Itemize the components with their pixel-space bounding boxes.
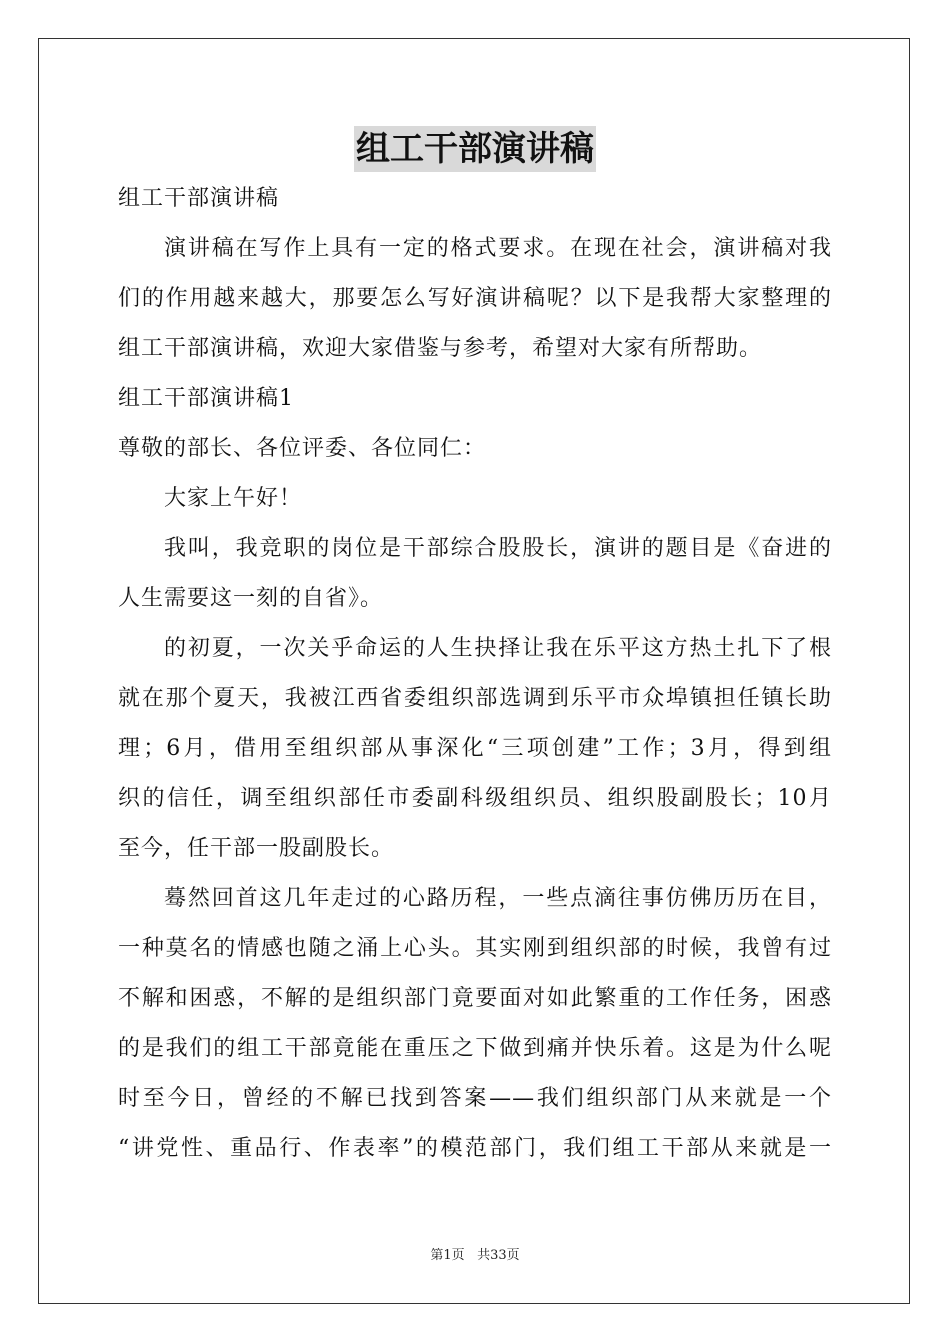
text-line: 组工干部演讲稿1 bbox=[118, 386, 294, 411]
page-number: 第1页 bbox=[430, 1248, 465, 1263]
text-line: 们的作用越来越大，那要怎么写好演讲稿呢？以下是我帮大家整理的 bbox=[118, 286, 832, 311]
text-line: 演讲稿在写作上具有一定的格式要求。在现在社会，演讲稿对我 bbox=[164, 236, 832, 261]
text-line: 组工干部演讲稿，欢迎大家借鉴与参考，希望对大家有所帮助。 bbox=[118, 336, 763, 361]
text-line: 我叫，我竞职的岗位是干部综合股股长，演讲的题目是《奋进的 bbox=[164, 536, 832, 561]
text-line: 的初夏，一次关乎命运的人生抉择让我在乐平这方热土扎下了根 bbox=[164, 636, 832, 661]
document-title: 组工干部演讲稿 bbox=[354, 126, 596, 172]
page-footer bbox=[0, 1247, 950, 1265]
title-container bbox=[0, 126, 950, 172]
text-line: 不解和困惑，不解的是组织部门竟要面对如此繁重的工作任务，困惑 bbox=[118, 986, 832, 1011]
text-line: 理；6月，借用至组织部从事深化“三项创建”工作；3月，得到组 bbox=[118, 736, 832, 761]
text-line: 就在那个夏天，我被江西省委组织部选调到乐平市众埠镇担任镇长助 bbox=[118, 686, 832, 711]
text-line: 织的信任，调至组织部任市委副科级组织员、组织股副股长；10月 bbox=[118, 786, 832, 811]
text-line: 尊敬的部长、各位评委、各位同仁： bbox=[118, 436, 487, 461]
text-line: 时至今日，曾经的不解已找到答案——我们组织部门从来就是一个 bbox=[118, 1086, 832, 1111]
text-line: “讲党性、重品行、作表率”的模范部门，我们组工干部从来就是一 bbox=[118, 1136, 832, 1161]
text-line: 组工干部演讲稿 bbox=[118, 186, 280, 211]
text-line: 人生需要这一刻的自省》。 bbox=[118, 586, 384, 611]
text-line: 一种莫名的情感也随之涌上心头。其实刚到组织部的时候，我曾有过 bbox=[118, 936, 832, 961]
text-line: 蓦然回首这几年走过的心路历程，一些点滴往事仿佛历历在目， bbox=[164, 886, 832, 911]
page-total: 共33页 bbox=[477, 1248, 520, 1263]
document-body bbox=[118, 174, 832, 1174]
text-line: 大家上午好！ bbox=[164, 486, 303, 511]
text-line: 至今，任干部一股副股长。 bbox=[118, 836, 395, 861]
text-line: 的是我们的组工干部竟能在重压之下做到痛并快乐着。这是为什么呢 bbox=[118, 1036, 832, 1061]
